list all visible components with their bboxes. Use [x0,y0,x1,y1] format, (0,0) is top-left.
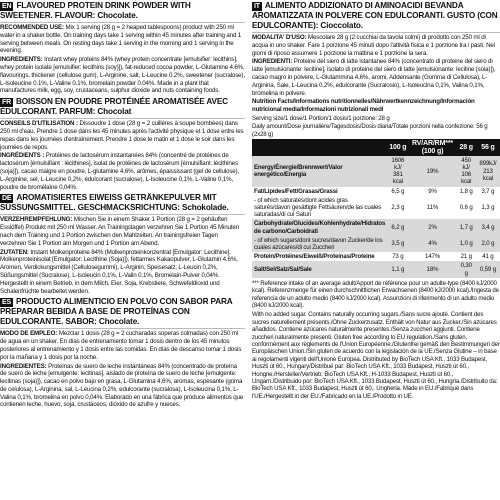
nutrition-header-row [252,139,500,155]
ingredients [0,56,245,95]
value-28g: 0,30 g [457,261,476,277]
serving-size: Serving size/1 dose/1 Portion/1 dosis/1 porzione: 28 g [252,114,390,122]
section-header [0,0,245,23]
ingredients [0,152,245,191]
value-reference-intake: 2% [408,219,456,235]
ingredients-text: Protéines de lactosérum instantanées 84% (concentré de protéines de lactosérum [émulsifiant : lécithines], isolat de protéines de lactosérum [émulsifiant: lécithines (soja)]), cacao maigre en poudre, L-glutamine 4,6%, arômes, épaississant (gel de cellulose), L-Arginine, sel, L-Leucine 0,2%, édulcorant (sucralose), L-Isoleucine 0,1%, L-Valine 0,1%, poudre de bromélaïne 0,04%. [0,152,239,191]
ingredients [0,363,245,410]
nutrition-row [252,252,500,261]
daily-amount: Daily amount/Dose journalière/Tagesdosis/Dosis diaria/Totale porzioni nella confezione: 56 g (2x28 g) [252,123,488,138]
ingredients-text: Instant Molkenproteine 84% (Molkenproteinkonzentrat [Emulgator: Lecithine], Molkenproteinisolat [Emulgator: Lecithine (Soja)]), fettarmes Kakaopulver, L-Glutamin 4,6%, Aromen, Verdickungsmittel (Cellulosegummi), L-Arginin, Speisesalz, L-Leucin 0,2%, Süßungsmittel (Sucralose), L-Isoleucin 0,1%, L-Valin 0,1%, Bromelain-Pulver 0,04%. Hergestellt in einem Betrieb, in dem Milch, Eier, Soja, Krebstiere, Schwefeldioxid und Schalenfrüchte bearbeitet werden. [0,248,238,295]
section-title: PRODUCTO ALIMENTICIO EN POLVO CON SABOR PARA PREPARAR BEBIDA A BASE DE PROTEÍNAS CON EDULCORANTE. SABOR: Chocolate. [0,297,233,327]
section-it [252,0,500,97]
use-text: Mescolare 28 g (2 cucchiai da tavola colmi) di prodotto con 250 ml di acqua in uno shaker. Fare 1 porzione 45 minuti dopo l'attività fisica e 1 porzione tra i pasti. Nei giorni di riposo assumere 1 porzione la mattina e 1 porzione la sera. [252,34,495,57]
ingredients-label: INGRÉDIENTS : [0,152,45,160]
nutrient-label: Energy/Énergie/Brennwert/Valor energético/Energia [252,156,387,187]
col-header-28g: 28 g [457,139,476,155]
value-100g: 3,5 g [387,236,408,252]
value-28g: 1,8 g [459,187,473,195]
section-header [0,96,245,119]
value-100g: 6,5 g [391,187,405,195]
use-text: Mezclar 1 dosis (28 g = 2 cucharadas soperas colmadas) con 250 ml de agua en un shaker. En días de entrenamiento tomar 1 dosis dentro de los 45 minutos posteriores al entrenamiento y 1 dosis entre las comidas. En días de descanso tomar 1 dosis por la mañana y 1 dosis por la noche. [0,330,242,361]
value-28g: 450 kJ/ 106 kcal [457,156,476,187]
value-reference-intake: 147% [424,253,440,261]
value-56g: 3,4 g [476,219,500,235]
ingredients-label: INGREDIENTES: [0,362,47,370]
language-flag: EN [2,3,12,10]
use-label: VERZEHREMPFEHLUNG: [0,216,73,224]
value-reference-intake: 18% [408,261,456,277]
recommended-use [0,120,245,151]
ingredients-label: INGREDIENTS: [0,56,43,64]
section-en [0,0,245,95]
value-56g: 41 g [482,253,494,261]
recommended-use [0,24,245,55]
nutrition-row [252,236,500,252]
section-de [0,192,245,295]
value-reference-intake: 4% [408,236,456,252]
recommended-use [0,330,245,361]
use-label: MODALITA' D'USO: [252,34,307,41]
section-header [0,296,245,329]
value-100g: 2,3 g [391,203,405,211]
nutrition-heading: Nutrition Facts/Informations nutritionnelles/Nährwertkennzeichnung/Información nutricional media/Informazioni nutrizionali medi [252,98,475,113]
use-text: Mix 1 serving (28 g = 2 heaped tablespoons) product with 250 ml water in a shaker bottle. On training days take 1 serving within 45 minutes after training and 1 serving between meals. On resting days take 1 serving in the morning and 1 serving in the evening. [0,24,242,55]
value-100g: 1,1 g [387,261,408,277]
left-column [0,0,245,500]
nutrient-label: Protein/Protéines/Eiweiß/Proteínas/Proteine [254,253,375,261]
nutrient-label: Salt/Sel/Salz/Sal/Sale [252,261,387,277]
col-header-label [252,139,387,155]
ingredients-text: Instant whey proteins 84% (whey protein concentrate [emulsifier: lecithins], whey protein isolate [emulsifier: lecithins (soy)]), fat-reduced cocoa powder, L-Glutamine 4.6%, flavourings, thickener (cellulose gum), L-Arginine, salt, L-Leucine 0.2%, sweetener (sucralose), L-Isoleucine 0.1%, L-Valine 0.1%, bromelain powder 0.04%. Made in a plant that manufactures milk, egg, soy, crustaceans, sulphur dioxide and nuts containing foods. [0,56,245,95]
value-28g: 1,7 g [457,219,476,235]
legal-text: With no added sugar. Contains naturally occurring sugars./Sans sucre ajouté. Contient des sucres naturellement présents./Ohne Zuckerzusatz. Enthält von Natur aus Zucker./Sin azúcares añadidos. Contiene azúcares naturalmente presentes./Senza zuccheri aggiunti. Contiene zuccheri naturalmente presenti. Gluten free according to EU regulation./Sans gluten, conformément aux règlements de l'Union Européenne./Glutenfrei gemäß den Bestimmungen der Europäischen Union./Sin gluten de acuerdo con la legislación de la UE./Senza Glutine – in base ai regolamenti vigenti dell'Unione Europea. Distributed by BioTech USA Kft., 1033 Budapest, Huszti út 60., Hungary/Distribué par: BioTech USA Kft., 1033 Budapest, Huszti út 60., Hongrie./Hersteller/Vertrieb: BioTech USA Kft., H-1033 Budapest, Huszti út 60., Ungarn./Distribuido por: BioTech USA Kft., 1033 Budapest, Huszti út 60., Hungría./Distribuito da: BioTech USA Kft., 1033 Budapest, Huszti út 60., Ungheria. Made in EU./Fabriqué dans l'UE./Hergestellt in der EU./Fabricado en la UE./Prodotto in UE. [252,311,500,400]
use-text: Mischen Sie in einem Shaker 1 Portion (28 g = 2 gehäuften Esslöffel) Produkt mit 250 ml Wasser. An Trainingstagen verzehren Sie 1 Portion 45 Minuten nach dem Training und 1 Portion zwischen den Mahlzeiten. An trainingsfreien Tagen verzehren Sie 1 Portion am Morgen und 1 Portion am Abend. [0,216,239,247]
section-title: ALIMENTO ADDIZIONATO DI AMINOACIDI BEVANDA AROMATIZZATA IN POLVERE CON EDULCORANTI. GUSTO (CON EDULCORANTE): Cioccolato. [252,1,498,30]
nutrient-label: - of which sugars/dont sucres/davon Zucker/de los cuales azúcares/di cui Zuccheri [252,236,387,252]
ingredients-label: ZUTATEN: [0,248,29,256]
section-title: AROMATISIERTES EIWEISS GETRÄNKEPULVER MIT SÜSSUNGSMITTEL. GESCHMACKSRICHTUNG: Schokolade. [0,193,229,213]
language-flag: IT [254,3,260,10]
use-label: RECOMMENDED USE: [0,24,64,31]
recommended-use [252,34,500,57]
value-100g: 6,2 g [387,219,408,235]
value-56g: 1,3 g [481,203,495,211]
language-flag: FR [2,99,12,107]
col-header-56g: 56 g [476,139,500,155]
section-es [0,296,245,409]
nutrition-row [252,187,500,196]
value-100g: 1606 kJ/ 381 kcal [387,156,408,187]
nutrition-facts [252,98,500,400]
ingredients-text: Proteínas de suero de leche instantáneas 84% (concentrado de proteína de suero de leche [emulgente: lecitinas], aislado de proteína de suero de leche [emulgente: lecitinas (soja)]), cacao en polvo bajo en grasa, L-Glutamina 4,6%, aromas, espesante (goma de celulosa), L-Arginina, sal, L-Leucina 0,2%, edulcorante (sucralosa), L-Isoleucina 0,1%, L-Valina 0,1%, bromelina en polvo 0,04%. Elaborado en una fábrica que produce alimentos que contienen leche, huevo, soja, crustáceos, dióxido de azufre y nueces. [0,362,244,409]
value-100g: 73 g [392,253,404,261]
nutrition-row [252,156,500,187]
value-28g: 21 g [460,253,472,261]
section-title: BOISSON EN POUDRE PROTÉINÉE AROMATISÉE AVEC ÉDULCORANT. PARFUM: Chocolat [0,97,228,117]
ingredients-label: INGREDIENTI: [252,58,293,66]
use-text: Dissoudre 1 dose (28 g = 2 cuillères à soupe bombées) dans 250 ml d'eau. Prendre 1 dose dans les 45 minutes après l'activité physique et 1 dose entre les repas dans les journées d'entraînement. Prendre 1 dose le matin et 1 dose le soir dans les journées de repos. [0,120,244,151]
nutrition-row [252,261,500,277]
value-56g: 899kJ/ 213 kcal [476,156,500,187]
ingredients-text: Proteine del siero di latte istantanee 84% (concentrato di proteine del siero di latte [emulsionante: lecitine], isolato di proteine del siero di latte [emulsionante: lecitine (soia)]), cacao magro in polvere, L-Glutammina 4,6%, aromi, Addensante (Gomma di Cellulosa), L-Arginina, Sale, L-Leucina 0,2%, edulcorante (Sucralosio), L-Isoleucina 0,1%, Valina 0,1%, bromelina in polvere. [252,58,496,97]
col-header-rv: RV/AR/RM*** (100 g) [408,139,456,155]
nutrition-row [252,219,500,235]
value-reference-intake: 11% [426,203,439,211]
use-label: MODO DE EMPLEO: [0,330,58,338]
value-28g: 0,6 g [459,203,473,211]
section-header [252,0,500,33]
ingredients [0,249,245,296]
value-28g: 1,0 g [457,236,476,252]
language-flag: DE [2,195,12,203]
right-column [252,0,500,500]
section-title: FLAVOURED PROTEIN DRINK POWDER WITH SWEETENER. FLAVOUR: Chocolate. [0,1,191,20]
value-reference-intake: 9% [428,187,437,195]
use-label: CONSEILS D'UTILISATION : [0,120,78,128]
nutrition-table [252,139,500,277]
nutrition-body [252,156,500,278]
value-56g: 2,0 g [476,236,500,252]
section-header [0,192,245,215]
value-reference-intake: 19% [408,156,456,187]
section-fr [0,96,245,191]
nutrient-label: Carbohydrate/Glucides/Kohlenhydrate/Hidratos de carbono/Carboidrati [254,220,386,235]
recommended-use [0,216,245,247]
language-flag: ES [2,299,12,307]
reference-footnote: *** Reference intake of an average adult/Apport de référence pour un adulte-type (8400 kJ/2000 kcal). Referenzmenge für einen durchschnittlichen Erwachsenen (8400 kJ/2000 kcal)./Ingesta de referencia de un adulto medio (8400 kJ/2000 kcal). Assunzioni di riferimento di un adulto medio (8400 kJ/2000 kcal). [252,279,499,310]
nutrient-label: Fat/Lipides/Fett/Grasas/Grassi [254,187,338,195]
value-56g: 0,59 g [476,261,500,277]
value-56g: 3,7 g [481,187,495,195]
col-header-100g: 100 g [387,139,408,155]
nutrient-label: - of which saturates/dont acides gras saturés/davon gesättigte Fettsäuren/de las cuales saturadas/di cui Saturi [254,196,382,219]
nutrition-row [252,196,500,220]
ingredients [252,58,500,97]
